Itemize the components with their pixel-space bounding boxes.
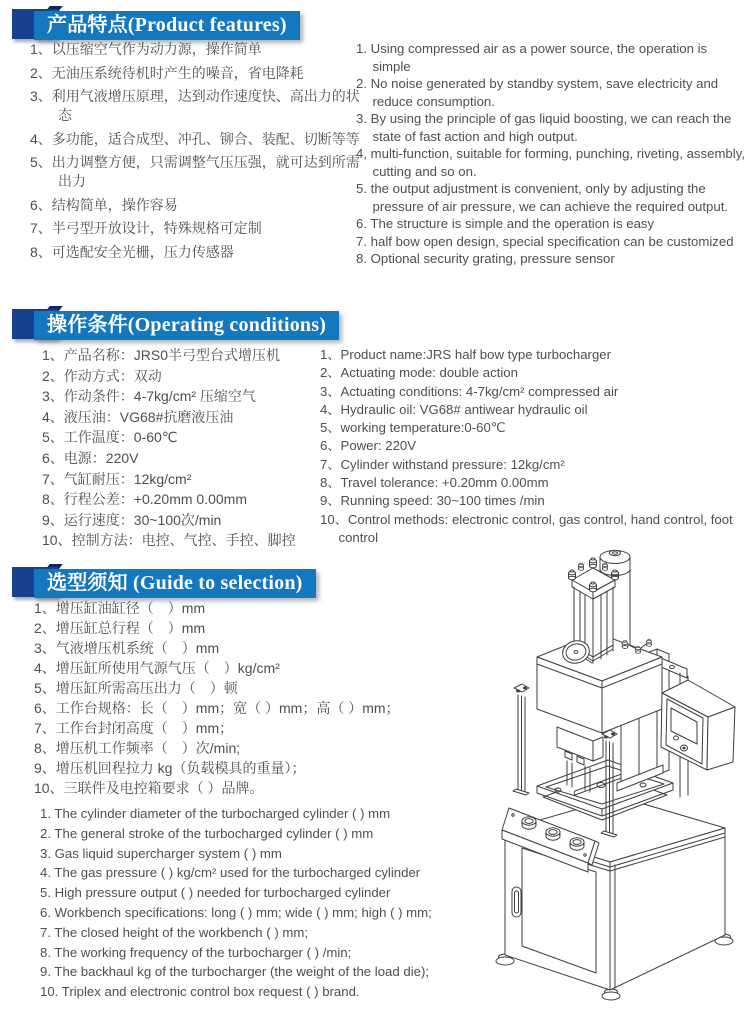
list-item: 4. The gas pressure ( ) kg/cm² used for the turbocharged cylinder	[40, 865, 421, 881]
section-title: 选型须知 (Guide to selection)	[47, 572, 303, 594]
list-item: 8. The working frequency of the turbocharger ( ) /min;	[40, 944, 352, 960]
list-item: 1、Product name:JRS half bow type turbocharger	[320, 347, 612, 362]
list-item: 4、增压缸所使用气源气压（ ）kg/cm²	[34, 660, 280, 676]
section-title-banner	[34, 569, 316, 598]
list-item: 2、无油压系统待机时产生的噪音，省电降耗	[30, 64, 304, 81]
list-item: 2. No noise generated by standby system, save electricity and reduce consumption.	[356, 76, 719, 109]
list-item: 4、液压油：VG68#抗磨液压油	[42, 408, 234, 425]
list-item: 8. Optional security grating, pressure sensor	[356, 251, 615, 266]
section-title-banner	[34, 11, 300, 40]
list-item: 9、Running speed: 30~100 times /min	[320, 493, 545, 509]
list-item: 1、产品名称：JRS0半弓型台式增压机	[42, 347, 281, 363]
list-item: 6. Workbench specifications: long ( ) mm; wide ( ) mm; high ( ) mm;	[40, 904, 432, 920]
turbocharger-press-drawing	[425, 545, 750, 1010]
list-item: 10、Control methods: electronic control, gas control, hand control, foot control	[320, 511, 733, 545]
list-item: 4, multi-function, suitable for forming, punching, riveting, assembly, cutting and so on.	[356, 146, 745, 179]
list-item: 5、增压缸所需高压出力（ ）顿	[34, 680, 238, 696]
list-item: 5、出力调整方便，只需调整气压压强，就可达到所需出力	[30, 154, 360, 189]
list-item: 8、可选配安全光栅，压力传感器	[30, 243, 234, 260]
list-item: 7、工作台封闭高度（ ）mm；	[34, 720, 234, 736]
list-item: 3、利用气液增压原理，达到动作速度快、高出力的状态	[30, 88, 360, 123]
list-item: 5. High pressure output ( ) needed for turbocharged cylinder	[40, 885, 391, 901]
list-item: 6、电源：220V	[42, 449, 139, 466]
list-item: 8、增压机工作频率（ ）次/min;	[34, 740, 241, 756]
list-item: 7、气缸耐压：12kg/cm²	[42, 470, 192, 487]
list-item: 3. By using the principle of gas liquid boosting, we can reach the state of fast action and high output.	[356, 111, 732, 144]
list-item: 1、以压缩空气作为动力源，操作简单	[30, 41, 262, 57]
list-item: 2. The general stroke of the turbocharged cylinder ( ) mm	[40, 825, 374, 841]
list-item: 2、作动方式：双动	[42, 367, 162, 384]
list-item: 7、Cylinder withstand pressure: 12kg/cm²	[320, 456, 565, 472]
safety-light-curtain-left	[513, 680, 529, 795]
list-item: 9. The backhaul kg of the turbocharger (the weight of the load die);	[40, 964, 430, 980]
list-item: 6、结构简单，操作容易	[30, 196, 178, 213]
control-box	[661, 680, 735, 770]
list-item: 9、运行速度：30~100次/min	[42, 511, 222, 528]
list-item: 3. Gas liquid supercharger system ( ) mm	[40, 845, 282, 861]
list-item: 9、增压机回程拉力 kg（负载模具的重量）；	[34, 760, 306, 776]
product-features-list-en	[356, 40, 748, 268]
list-item: 3、Actuating conditions: 4-7kg/cm² compressed air	[320, 383, 619, 399]
operating-conditions-list-zh	[42, 345, 342, 551]
section-title: 操作条件(Operating conditions)	[47, 314, 327, 336]
list-item: 8、行程公差：+0.20mm 0.00mm	[42, 491, 247, 508]
product-features-list-zh	[30, 40, 364, 266]
list-item: 4、多功能，适合成型、冲孔、铆合、装配、切断等等	[30, 130, 360, 147]
list-item: 2、增压缸总行程（ ）mm	[34, 620, 206, 636]
machine-illustration	[425, 545, 750, 1010]
list-item: 5、working temperature:0-60℃	[320, 420, 506, 436]
list-item: 6. The structure is simple and the operation is easy	[356, 216, 655, 231]
list-item: 3、作动条件：4-7kg/cm² 压缩空气	[42, 388, 256, 405]
operating-conditions-list-en	[320, 346, 750, 547]
list-item: 5. the output adjustment is convenient, only by adjusting the pressure of air pressure, we can achieve the required output.	[356, 181, 729, 214]
list-item: 6、工作台规格：长（ ）mm；宽（ ）mm；高（ ）mm；	[34, 700, 400, 716]
guide-to-selection-list-zh	[34, 598, 434, 798]
list-item: 10、三联件及电控箱要求（ ）品牌。	[34, 780, 264, 796]
list-item: 6、Power: 220V	[320, 438, 417, 454]
list-item: 7. The closed height of the workbench ( ) mm;	[40, 924, 309, 940]
list-item: 1. The cylinder diameter of the turbocharged cylinder ( ) mm	[40, 806, 391, 821]
list-item: 1、增压缸油缸径（ ）mm	[34, 600, 206, 616]
list-item: 4、Hydraulic oil: VG68# antiwear hydraulic oil	[320, 401, 588, 417]
section-header-operating-conditions	[0, 308, 420, 350]
section-title: 产品特点(Product features)	[47, 14, 287, 36]
list-item: 7、半弓型开放设计，特殊规格可定制	[30, 220, 262, 236]
list-item: 10. Triplex and electronic control box request ( ) brand.	[40, 984, 360, 1000]
list-item: 5、工作温度：0-60℃	[42, 429, 178, 446]
list-item: 7. half bow open design, special specification can be customized	[356, 233, 734, 249]
list-item: 8、Travel tolerance: +0.20mm 0.00mm	[320, 475, 549, 491]
list-item: 1. Using compressed air as a power source, the operation is simple	[356, 41, 708, 74]
list-item: 2、Actuating mode: double action	[320, 365, 518, 381]
list-item: 3、气液增压机系统（ ）mm	[34, 640, 220, 656]
list-item: 10、控制方法：电控、气控、手控、脚控	[42, 532, 296, 549]
section-title-banner	[34, 311, 339, 340]
